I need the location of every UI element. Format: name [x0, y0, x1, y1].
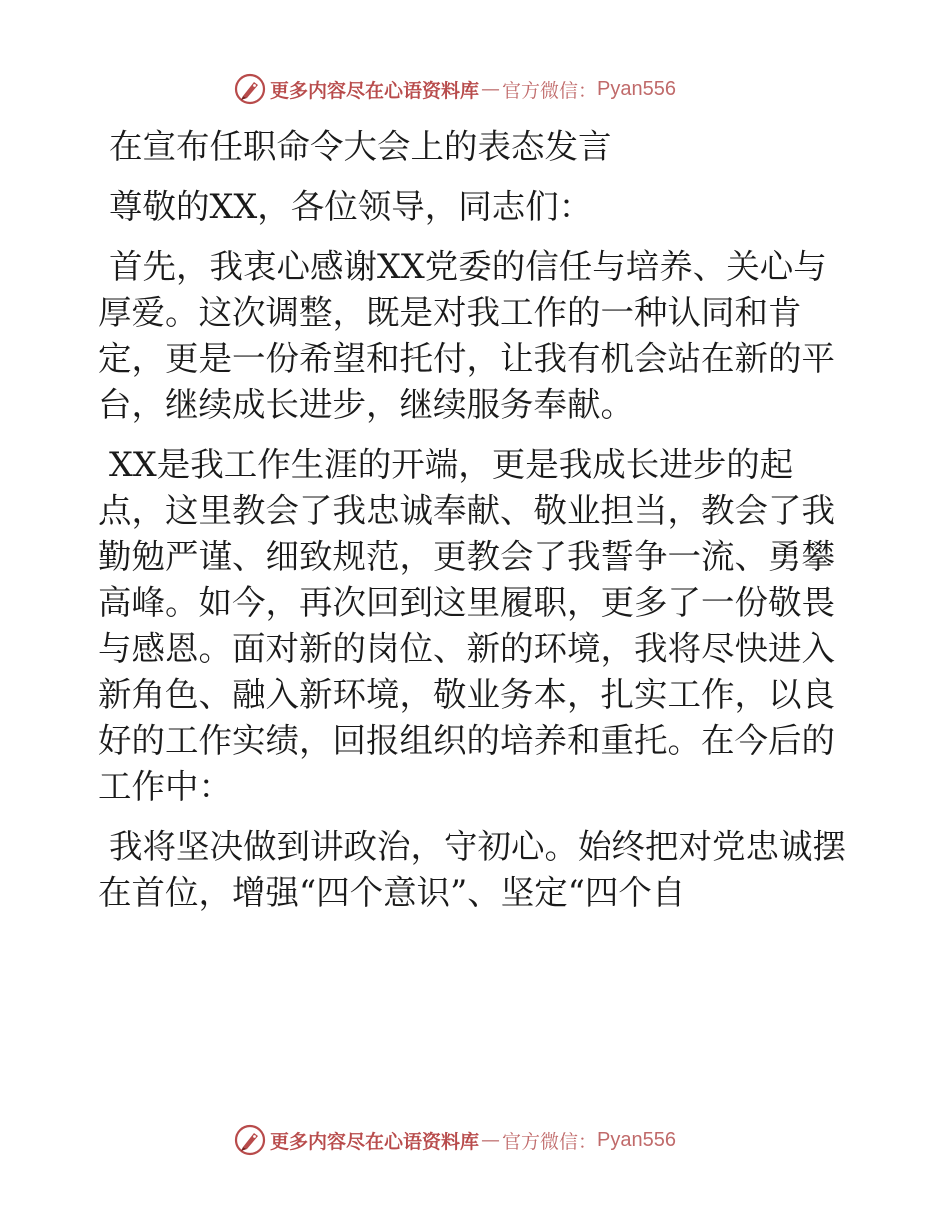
banner-separator: —	[481, 78, 501, 100]
banner-main-text: 更多内容尽在心语资料库	[270, 1130, 480, 1153]
paragraph-1: 首先，我衷心感谢XX党委的信任与培养、关心与厚爱。这次调整，既是对我工作的一种认同和肯定，更是一份希望和托付，让我有机会站在新的平台，继续成长进步，继续服务奉献。	[98, 247, 835, 424]
banner-wechat-id: Pyan556	[597, 77, 676, 100]
pen-nib-logo-icon	[234, 73, 266, 105]
paragraph-2: XX是我工作生涯的开端，更是我成长进步的起点，这里教会了我忠诚奉献、敬业担当，教会了我勤勉严谨、细致规范，更教会了我誓争一流、勇攀高峰。如今，再次回到这里履职，更多了一份敬畏与感恩。面对新的岗位、新的环境，我将尽快进入新角色、融入新环境，敬业务本，扎实工作，以良好的工作实绩，回报组织的培养和重托。在今后的工作中：	[98, 445, 835, 806]
document-title: 在宣布任职命令大会上的表态发言	[109, 127, 612, 166]
document-body	[98, 124, 858, 930]
banner-separator: —	[481, 1129, 501, 1151]
banner-wechat-id: Pyan556	[597, 1128, 676, 1151]
salutation: 尊敬的XX，各位领导，同志们：	[109, 187, 593, 226]
paragraph-3: 我将坚决做到讲政治，守初心。始终把对党忠诚摆在首位，增强“四个意识”、坚定“四个自	[98, 827, 846, 912]
banner-wechat-label: 官方微信：	[502, 1130, 598, 1153]
footer-banner	[234, 1123, 676, 1157]
banner-main-text: 更多内容尽在心语资料库	[270, 79, 480, 102]
header-banner	[234, 72, 676, 106]
banner-wechat-label: 官方微信：	[502, 79, 598, 102]
pen-nib-logo-icon	[234, 1124, 266, 1156]
